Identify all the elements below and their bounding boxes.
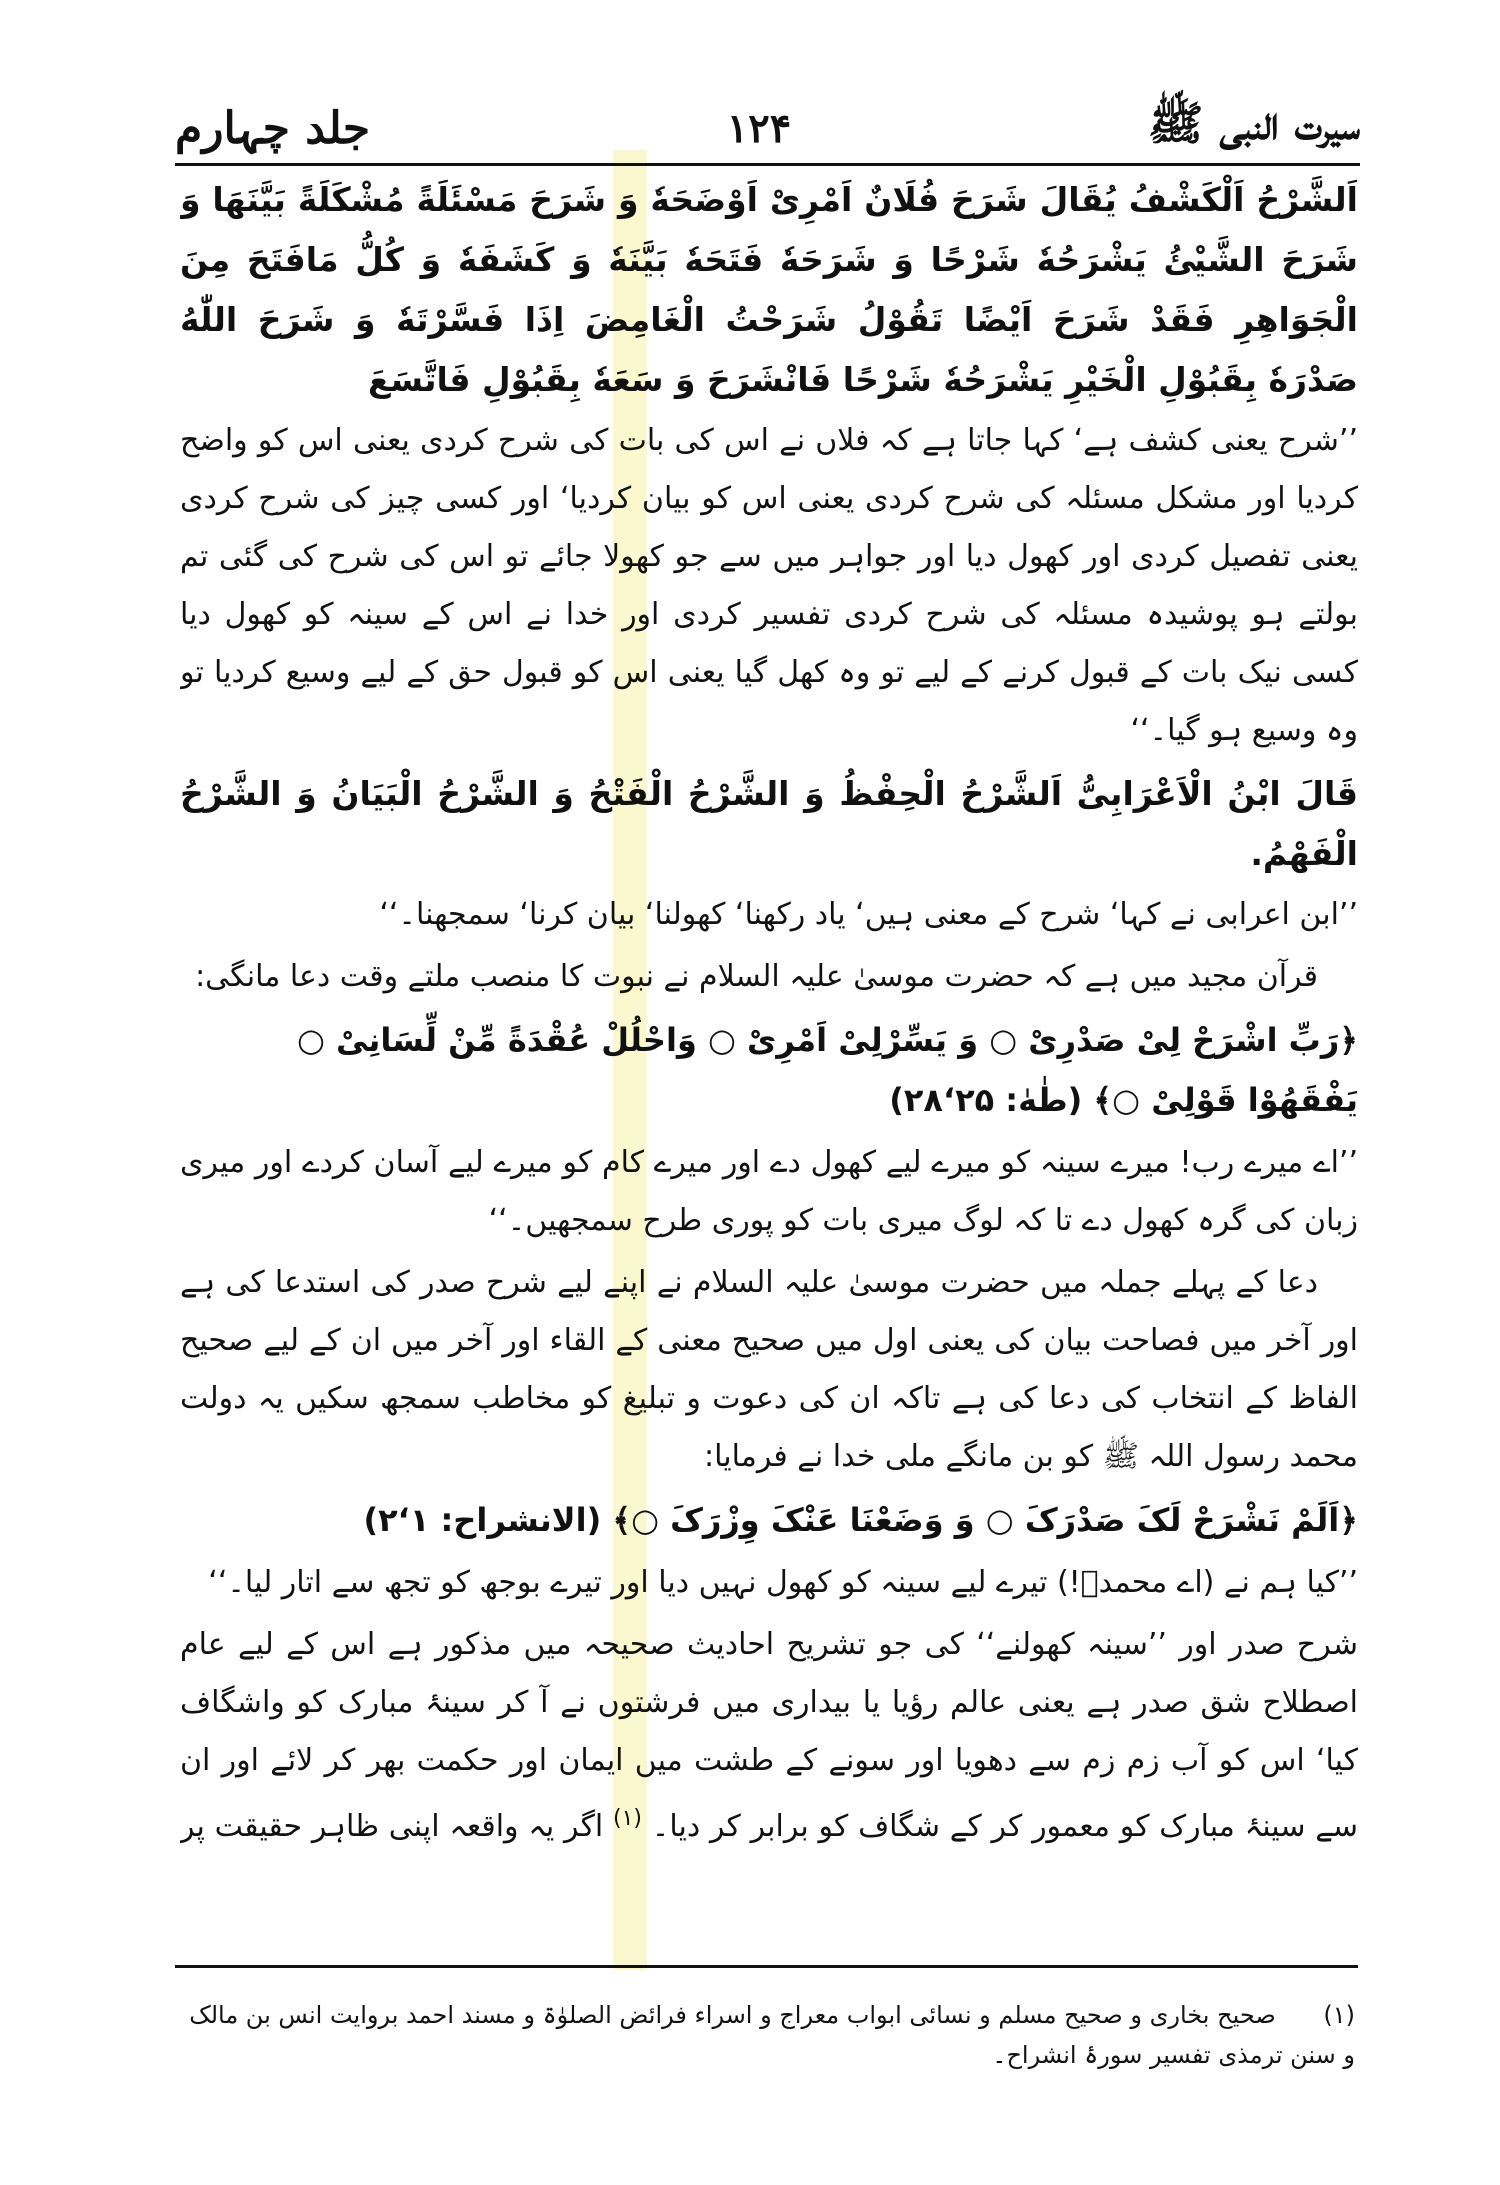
verse-inshirah-translation: ’’کیا ہم نے (اے محمدؐ!) تیرے لیے سینہ کو کھول نہیں دیا اور تیرے بوجھ کو تجھ سے اتار لیا۔‘‘: [208, 1565, 1358, 1600]
paragraph-shaq-sadr: [180, 1616, 1358, 1855]
page-header: [175, 92, 1360, 164]
quran-intro: قرآن مجید میں ہے کہ حضرت موسیٰ علیہ السلام نے نبوت کا منصب ملتے وقت دعا مانگی:: [195, 959, 1318, 994]
urdu-definition-2: ’’ابن اعرابی نے کہا‘ شرح کے معنی ہیں‘ یاد رکھنا‘ کھولنا‘ بیان کرنا‘ سمجھنا۔‘‘: [379, 897, 1358, 932]
arabic-definition-1: اَلشَّرْحُ اَلْکَشْفُ یُقَالَ شَرَحَ فُلَانٌ اَمْرِیْ اَوْضَحَهٗ وَ شَرَحَ مَسْئَلَةً مُشْکَلَةً بَیَّنَهَا وَ شَرَحَ الشَّیْئُ یَشْرَحُهٗ شَرْحًا وَ شَرَحَهٗ فَتَحَهٗ بَیَّنَهٗ وَ کَشَفَهٗ وَ کُلُّ مَافَتَحَ مِنَ الْجَوَاهِرِ فَقَدْ شَرَحَ اَیْضًا تَقُوْلُ شَرَحْتُ الْغَامِضَ اِذَا فَسَّرْتَهٗ وَ شَرَحَ اللّٰهُ صَدْرَهٗ بِقَبُوْلِ الْخَیْرِ یَشْرَحُهٗ شَرْحًا فَانْشَرَحَ وَ سَعَهٗ بِقَبُوْلِ فَاتَّسَعَ: [180, 180, 1358, 399]
verse-inshirah: ﴿اَلَمْ نَشْرَحْ لَکَ صَدْرَکَ ○ وَ وَضَعْنَا عَنْکَ وِزْرَکَ ○﴾ (الانشراح: ۱‘۲): [363, 1501, 1358, 1539]
footnote-number: (۱): [1323, 2001, 1355, 2029]
paragraph-shaq-sadr-continued: اگر یہ واقعہ اپنی ظاہر حقیقت پر: [180, 1809, 604, 1844]
footnote-text: صحیح بخاری و صحیح مسلم و نسائی ابواب معراج و اسراء فرائض الصلوٰۃ و مسند احمد بروایت انس بن مالک و سنن ترمذی تفسیر سورۂ انشراح۔: [189, 2001, 1355, 2069]
verse-taha: ﴿رَبِّ اشْرَحْ لِیْ صَدْرِیْ ○ وَ یَسِّرْلِیْ اَمْرِیْ ○ وَاحْلُلْ عُقْدَةً مِّنْ لِّسَانِیْ ○ یَفْقَهُوْا قَوْلِیْ ○﴾ (طٰهٰ: ۲۵‘۲۸): [296, 1021, 1358, 1119]
book-title: سیرت النبی ﷺ: [1147, 95, 1360, 150]
arabic-definition-2: قَالَ ابْنُ الْاَعْرَابِیُّ اَلشَّرْحُ الْحِفْظُ وَ الشَّرْحُ الْفَتْحُ وَ الشَّرْحُ الْبَیَانُ وَ الشَّرْحُ الْفَهْمُ.: [180, 774, 1358, 873]
verse-taha-translation: ’’اے میرے رب! میرے سینہ کو میرے لیے کھول دے اور میرے کام کو میرے لیے آسان کردے اور میری زبان کی گرہ کھول دے تا کہ لوگ میری بات کو پوری طرح سمجھیں۔‘‘: [180, 1145, 1358, 1238]
footnote: [180, 1995, 1355, 2075]
footnote-divider: [175, 1965, 1358, 1968]
volume-label: جلد چہارم: [175, 102, 371, 154]
paragraph-dua-explanation: دعا کے پہلے جملہ میں حضرت موسیٰ علیہ السلام نے اپنے لیے شرح صدر کی استدعا کی ہے اور آخر میں فصاحت بیان کی یعنی اول میں صحیح معنی کے القاء اور آخر میں ان کے لیے صحیح الفاظ کے انتخاب کی دعا کی ہے تاکہ ان کی دعوت و تبلیغ کو مخاطب سمجھ سکیں یہ دولت محمد رسول اللہ ﷺ کو بن مانگے ملی خدا نے فرمایا:: [180, 1265, 1358, 1474]
page-body: [180, 170, 1358, 1855]
paragraph-shaq-sadr-text: شرح صدر اور ’’سینہ کھولنے‘‘ کی جو تشریح احادیث صحیحہ میں مذکور ہے اس کے لیے عام اصطلاح شق صدر ہے یعنی عالم رؤیا یا بیداری میں فرشتوں نے آ کر سینۂ مبارک کو واشگاف کیا‘ اس کو آب زم زم سے دھویا اور سونے کے طشت میں ایمان اور حکمت بھر کر لائے اور ان سے سینۂ مبارک کو معمور کر کے شگاف کو برابر کر دیا۔: [180, 1627, 1358, 1844]
page-number: ۱۲۴: [726, 104, 792, 152]
urdu-definition-1: ’’شرح یعنی کشف ہے‘ کہا جاتا ہے کہ فلاں نے اس کی بات کی شرح کردی یعنی اس کو واضح کردیا اور مشکل مسئلہ کی شرح کردی یعنی اس کو بیان کردیا‘ اور کسی چیز کی شرح کردی یعنی تفصیل کردی اور کھول دیا اور جواہر میں سے جو کھولا جائے تو اس کی شرح کی گئی تم بولتے ہو پوشیدہ مسئلہ کی شرح کردی تفسیر کردی اور خدا نے اس کے سینہ کو کھول دیا کسی نیک بات کے قبول کرنے کے لیے تو وہ کھل گیا یعنی اس کو قبول حق کے لیے وسیع کردیا تو وہ وسیع ہو گیا۔‘‘: [180, 423, 1358, 748]
footnote-reference: (۱): [612, 1806, 642, 1831]
header-divider: [175, 163, 1360, 166]
